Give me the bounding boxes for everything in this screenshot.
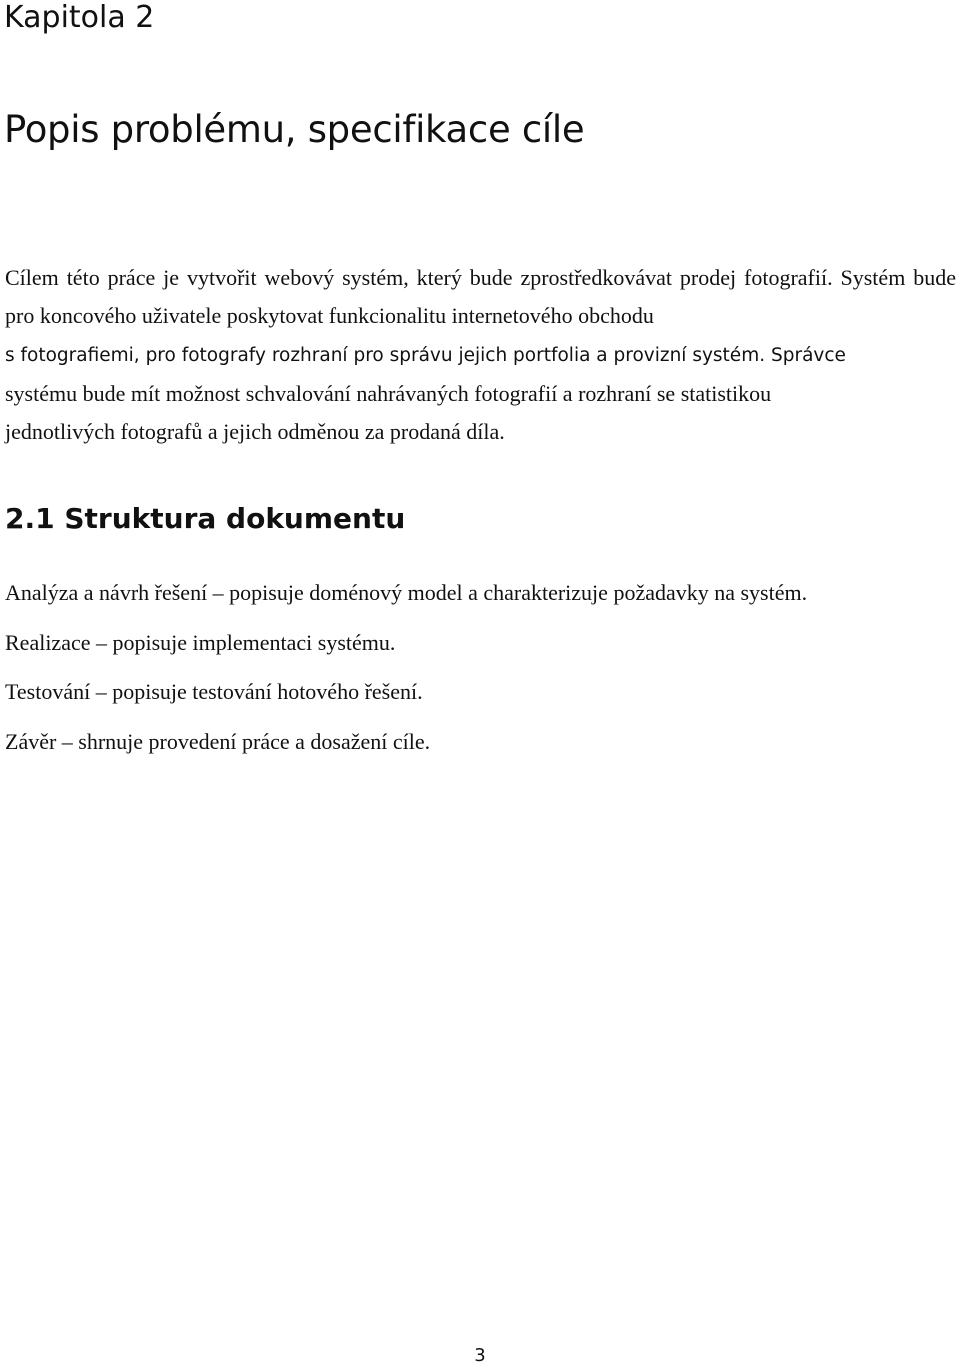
intro-text-4: jednotlivých fotografů a jejich odměnou za prodaná díla. xyxy=(5,419,505,444)
list-item: Závěr – shrnuje provedení práce a dosažení cíle. xyxy=(5,728,431,754)
list-item: Analýza a návrh řešení – popisuje doménový model a charakterizuje požadavky na systém. xyxy=(5,580,808,605)
chapter-label: Kapitola 2 xyxy=(4,0,155,35)
page-number: 3 xyxy=(474,1345,486,1366)
chapter-title: Popis problému, specifikace cíle xyxy=(4,108,585,151)
list-item: Testování – popisuje testování hotového řešení. xyxy=(5,679,423,704)
list-item: Realizace – popisuje implementaci systému. xyxy=(5,629,396,655)
intro-text-3: systému bude mít možnost schvalování nahrávaných fotografií a rozhraní se statistikou xyxy=(5,381,772,406)
intro-paragraph xyxy=(5,259,956,451)
intro-text-2: s fotografiemi, pro fotografy rozhraní pro správu jejich portfolia a provizní systém. Správce xyxy=(5,345,846,366)
intro-text-1: Cílem této práce je vytvořit webový systém, který bude zprostředkovávat prodej fotografií. Systém bude pro koncového uživatele poskytovat funkcionalitu internetového obchodu xyxy=(5,265,956,328)
section-heading: 2.1 Struktura dokumentu xyxy=(5,502,406,535)
structure-list xyxy=(5,574,956,772)
